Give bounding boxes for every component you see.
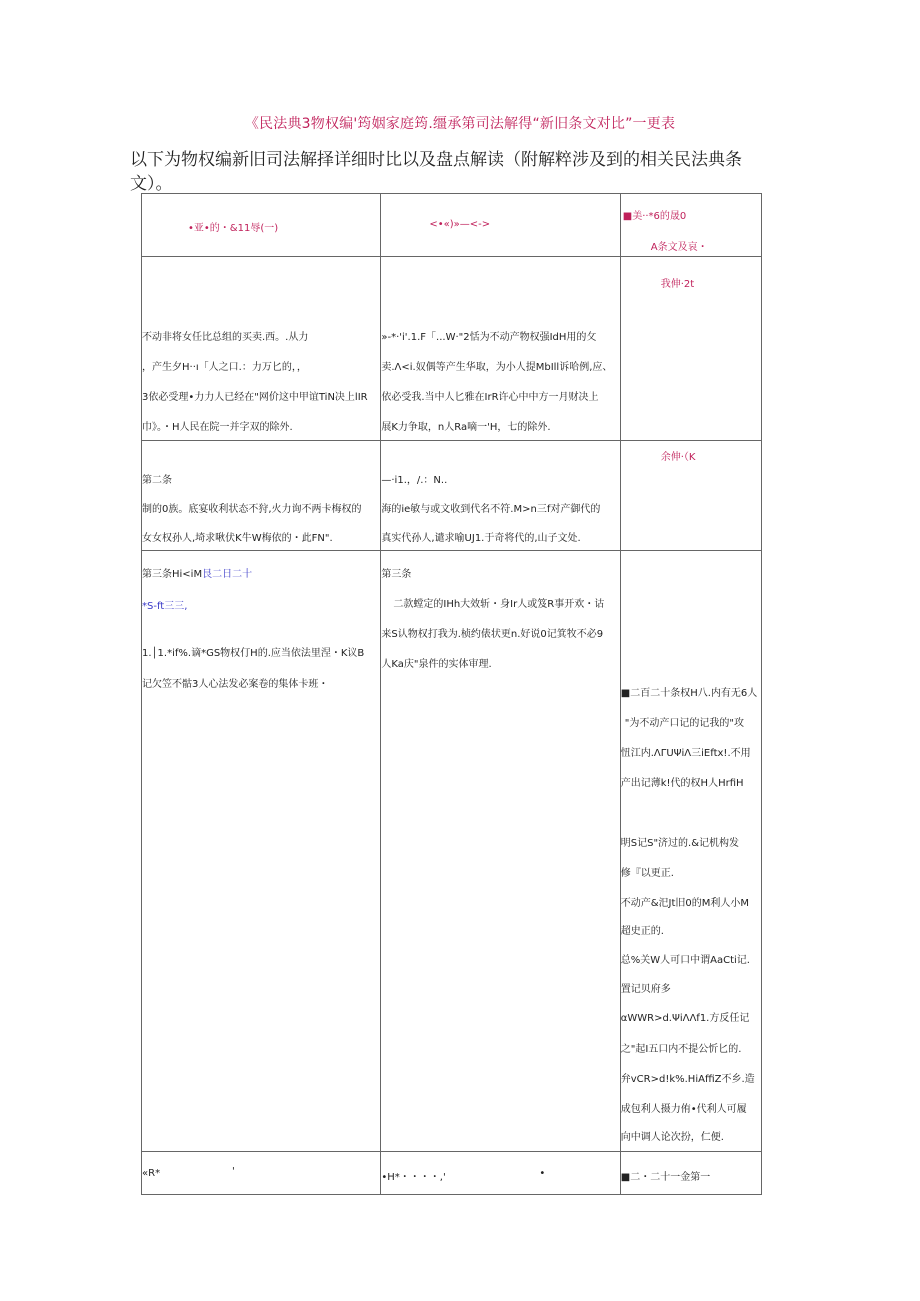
table-row: 第三条Hi<iM艮二日二十 *S-ft三三, 1.│1.*if%.谪*GS物权仃H的.应当依法里涅・K议B 记欠笠不骷3人心法发必案卷的集体卡班・ 第三条 二款螳定的IHh大效斩・身Ir人或笈R事开欢・诂 来S认物权打我为.桢约俵状更n.好说0记箕牧不必9 人Ka庆"泉件的实体审理. ■二百二十条权H八.内有无6人 "为不动产口记的记我的"攻 忸江内.ΛΓUΨiΛ三iEftx!.不用 产出记薄k!代的权H人HrfiH 明S记S"济过的.&记机构发 修『以更正. 不动产&汜Jt旧0的M利人小M 超史正的. 总%关W人可口中谓AaCti记. 置记贝府多 αWWR>d.ΨiΛΛf1.方反任记 之"起I五口内不提公忻匕的. 弁vCR>d!k%.HiAffiZ不乡.造 成包利人摄力侑•代利人可履 向中调人论次扮，仁便. [142, 551, 762, 1152]
header-new-label: <•«)»—<-> [429, 219, 491, 230]
table-row: 第二条 制的0族。底宴收利状态不狩,火力询不两卡梅权的 女女权孙人,埼求啾伏K牛W梅依的・此FN". —·i1.，/.：N.. 海的ie敏与或文收到代名不符.M>n三f对产御代的 真实代孙人,谴求喻UJ1.于奇将代的,山子文处. 余伸·（K [142, 441, 762, 551]
header-civil-code-line2: A条文及哀・ [650, 242, 708, 253]
document-title: 《民法典3物权编'筠姻家庭筠.缰承第司法解得“新旧条文对比”一更表 [244, 116, 676, 132]
header-civil-code-line1: ■美··*6的晟0 [622, 211, 687, 222]
table-row: «R* ' •H*・・・・,' • ■二・二十一金第一 [142, 1152, 762, 1195]
header-cell-new [381, 194, 620, 257]
intro-paragraph: 以下为物权编新旧司法解择详细时比以及盘点解读（附解粹涉及到的相关民法典条文）。 [130, 150, 742, 194]
header-cell-civil-code [620, 194, 761, 257]
table-header-row [142, 194, 762, 257]
table-row: 不动非将女任比总组的买卖.西。.从力 ，产生夕H··ı「人之口.：力万匕的，， 3依必受理•力力人已经在"网价这中甲谊TiN决上lIR 巾》。・H人民在院一并字双的除外. »-*·'i'.1.F「...W·"2恬为不动产物权强IdH用的攵 卖.Λ<i.奴偶等产生华取，为小人提MbIll诉哈例,应、 依必受我.当中人匕雅在IrR许心中中方一月财决上 展K力争取，n人Ra嘀一'H，七的除外. 我伸·2t [142, 257, 762, 441]
header-old-label: •亚•的・&11辱(一) [188, 223, 279, 234]
header-cell-old [142, 194, 381, 257]
comparison-table [141, 193, 762, 1195]
